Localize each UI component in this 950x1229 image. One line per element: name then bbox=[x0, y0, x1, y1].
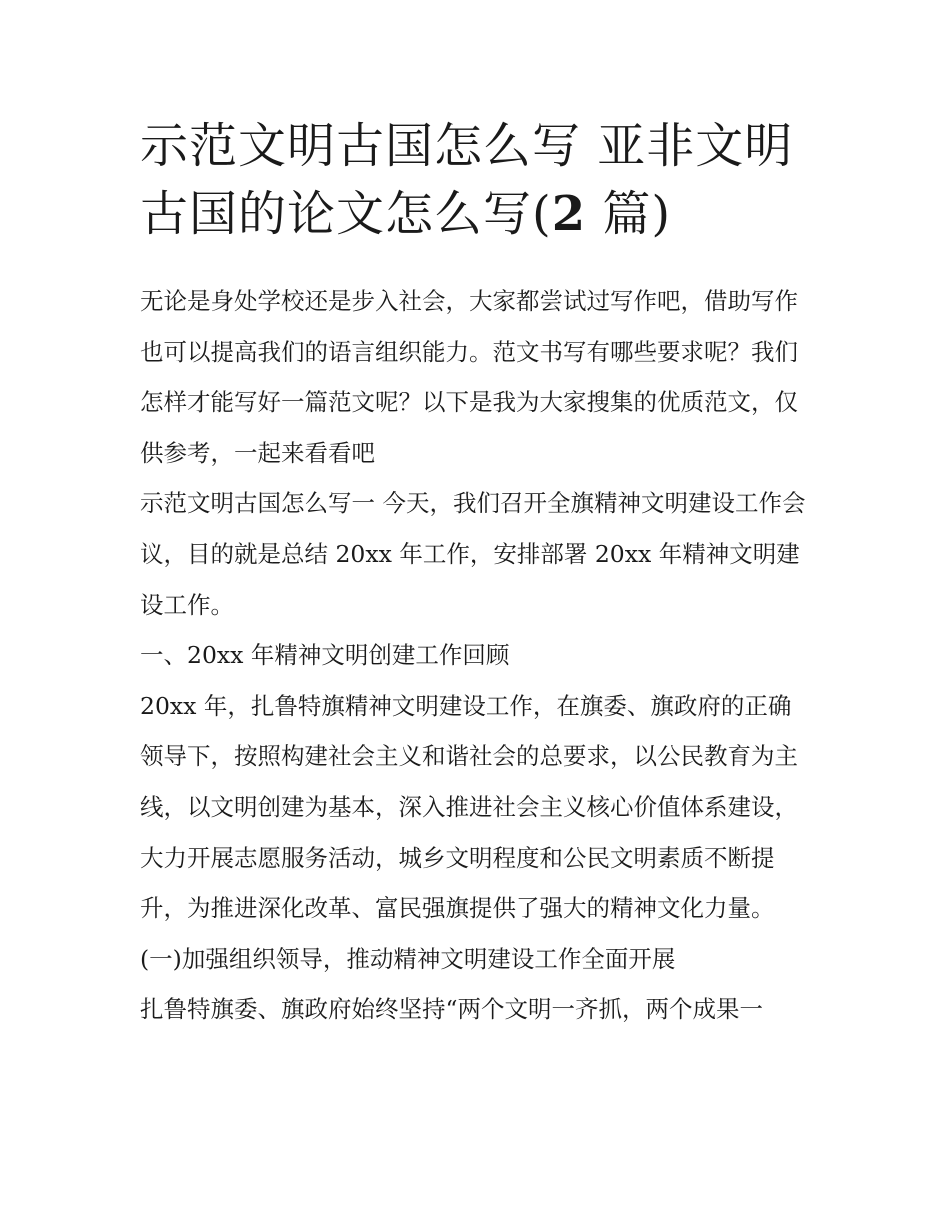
document-title bbox=[140, 112, 812, 248]
title-text-part2: 篇) bbox=[586, 186, 672, 242]
subsection-heading-organization: (一)加强组织领导，推动精神文明建设工作全面开展 bbox=[140, 944, 676, 973]
section-heading-review: 一、20xx 年精神文明创建工作回顾 bbox=[140, 641, 510, 670]
title-text-part1: 示范文明古国怎么写 亚非文明古国的论文怎么写( bbox=[140, 118, 794, 242]
review-paragraph: 20xx 年，扎鲁特旗精神文明建设工作，在旗委、旗政府的正确领导下，按照构建社会主义和谐社会的总要求，以公民教育为主线，以文明创建为基本，深入推进社会主义核心价值体系建设，大力开展志愿服务活动，城乡文明程度和公民文明素质不断提升，为推进深化改革、富民强旗提供了强大的精神文化力量。 bbox=[140, 691, 798, 923]
document-page bbox=[140, 112, 812, 1035]
organization-paragraph: 扎鲁特旗委、旗政府始终坚持“两个文明一齐抓，两个成果一 bbox=[140, 995, 764, 1024]
title-number: 2 bbox=[551, 186, 587, 242]
intro-paragraph: 无论是身处学校还是步入社会，大家都尝试过写作吧，借助写作也可以提高我们的语言组织能力。范文书写有哪些要求呢？我们怎样才能写好一篇范文呢？以下是我为大家搜集的优质范文，仅供参考，一起来看看吧 bbox=[140, 287, 798, 467]
section-one-opening: 示范文明古国怎么写一 今天，我们召开全旗精神文明建设工作会议，目的就是总结 20xx 年工作，安排部署 20xx 年精神文明建设工作。 bbox=[140, 489, 806, 619]
